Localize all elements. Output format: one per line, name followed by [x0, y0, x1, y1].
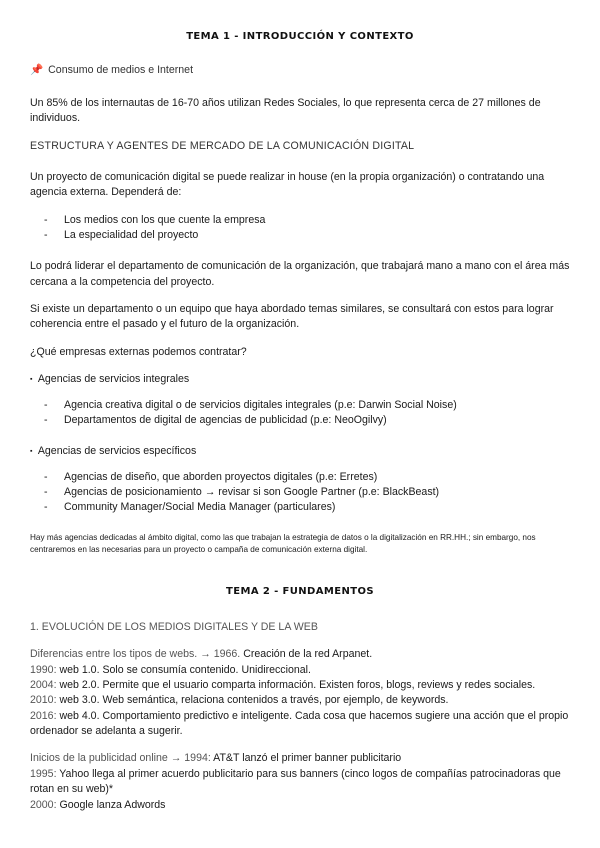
- media-consumption-subtitle: [30, 63, 570, 78]
- agencies-note: Hay más agencias dedicadas al ámbito digital, como las que trabajan la estrategia de datos o la digitalización en RR.HH.; sin embargo, nos centraremos en las necesarias para un proyecto o campaña de comunicación externa digital.: [30, 532, 536, 554]
- square-bullet-icon: ▪: [30, 376, 33, 384]
- subtitle-text: Consumo de medios e Internet: [48, 63, 194, 76]
- line-text: Google lanza Adwords: [59, 798, 166, 811]
- line-label: Inicios de la publicidad online → 1994:: [30, 752, 211, 765]
- list-item: - Agencia creativa digital o de servicios digitales integrales (p.e: Darwin Social Noise): [44, 398, 570, 413]
- integral-agencies-list: [30, 398, 570, 429]
- stat-paragraph: Un 85% de los internautas de 16-70 años utilizan Redes Sociales, lo que representa cerca de 27 millones de individuos.: [30, 96, 541, 125]
- integral-title-text: Agencias de servicios integrales: [37, 373, 190, 386]
- specific-title-text: Agencias de servicios específicos: [37, 445, 197, 458]
- pushpin-icon: 📌: [30, 63, 44, 76]
- line-label: 2010:: [30, 694, 57, 707]
- list-item: - Los medios con los que cuente la empresa: [44, 213, 570, 228]
- line-text: web 1.0. Solo se consumía contenido. Unidireccional.: [59, 663, 311, 676]
- web-evolution-list: [30, 647, 570, 739]
- list-item: - Community Manager/Social Media Manager (particulares): [44, 500, 570, 515]
- web-evolution-line: [30, 647, 570, 662]
- line-label: 2000:: [30, 798, 57, 811]
- line-text: web 2.0. Permite que el usuario comparta información. Existen foros, blogs, reviews y redes sociales.: [59, 679, 536, 692]
- lead-paragraph: Lo podrá liderar el departamento de comunicación de la organización, que trabajará mano a mano con el área más cercana a la competencia del proyecto.: [30, 260, 570, 288]
- line-label: 2016:: [30, 709, 57, 722]
- tema1-heading: TEMA 1 - INTRODUCCIÓN Y CONTEXTO: [186, 31, 414, 42]
- integral-agencies-title: [30, 372, 570, 387]
- line-text: Yahoo llega al primer acuerdo publicitario para sus banners (cinco logos de compañías patrocinadoras que rotan en su web)*: [30, 767, 561, 796]
- web-evolution-line: [30, 678, 570, 693]
- list-item: - Departamentos de digital de agencias de publicidad (p.e: NeoOgilvy): [44, 413, 570, 428]
- ads-history-line: [30, 767, 570, 798]
- line-label: 1990:: [30, 663, 57, 676]
- tema2-heading: TEMA 2 - FUNDAMENTOS: [226, 586, 374, 598]
- line-label: 1995:: [30, 767, 57, 780]
- question-paragraph: ¿Qué empresas externas podemos contratar?: [30, 345, 247, 358]
- evolution-section-title: 1. EVOLUCIÓN DE LOS MEDIOS DIGITALES Y DE LA WEB: [30, 620, 318, 633]
- specific-agencies-list: [30, 470, 570, 516]
- web-evolution-line: [30, 663, 570, 678]
- line-text: web 4.0. Comportamiento predictivo e inteligente. Cada cosa que hacemos sugiere una acción que el propio ordenador se adelanta a sugerir.: [30, 709, 569, 738]
- line-label: Diferencias entre los tipos de webs. → 1966.: [30, 648, 241, 661]
- ads-history-line: [30, 798, 570, 813]
- web-evolution-line: [30, 693, 570, 708]
- intro-paragraph: Un proyecto de comunicación digital se puede realizar in house (en la propia organización) o contratando una agencia externa. Dependerá de:: [30, 170, 545, 199]
- online-ads-history-list: [30, 751, 570, 812]
- depends-list: [30, 213, 570, 244]
- document-page: [30, 22, 570, 825]
- list-item: - La especialidad del proyecto: [44, 228, 570, 243]
- line-text: AT&T lanzó el primer banner publicitario: [213, 752, 402, 765]
- line-text: web 3.0. Web semántica, relaciona contenidos a través, por ejemplo, de keywords.: [59, 694, 449, 707]
- coherence-paragraph: Si existe un departamento o un equipo que haya abordado temas similares, se consultará con estos para lograr coherencia entre el pasado y el futuro de la organización.: [30, 303, 554, 331]
- list-item: - Agencias de posicionamiento → revisar si son Google Partner (p.e: BlackBeast): [44, 485, 570, 500]
- market-structure-title: ESTRUCTURA Y AGENTES DE MERCADO DE LA COMUNICACIÓN DIGITAL: [30, 139, 415, 152]
- specific-agencies-title: [30, 444, 570, 459]
- list-item: - Agencias de diseño, que aborden proyectos digitales (p.e: Erretes): [44, 470, 570, 485]
- web-evolution-line: [30, 709, 570, 740]
- ads-history-line: [30, 751, 570, 766]
- square-bullet-icon: ▪: [30, 448, 33, 456]
- line-text: Creación de la red Arpanet.: [243, 648, 373, 661]
- line-label: 2004:: [30, 679, 57, 692]
